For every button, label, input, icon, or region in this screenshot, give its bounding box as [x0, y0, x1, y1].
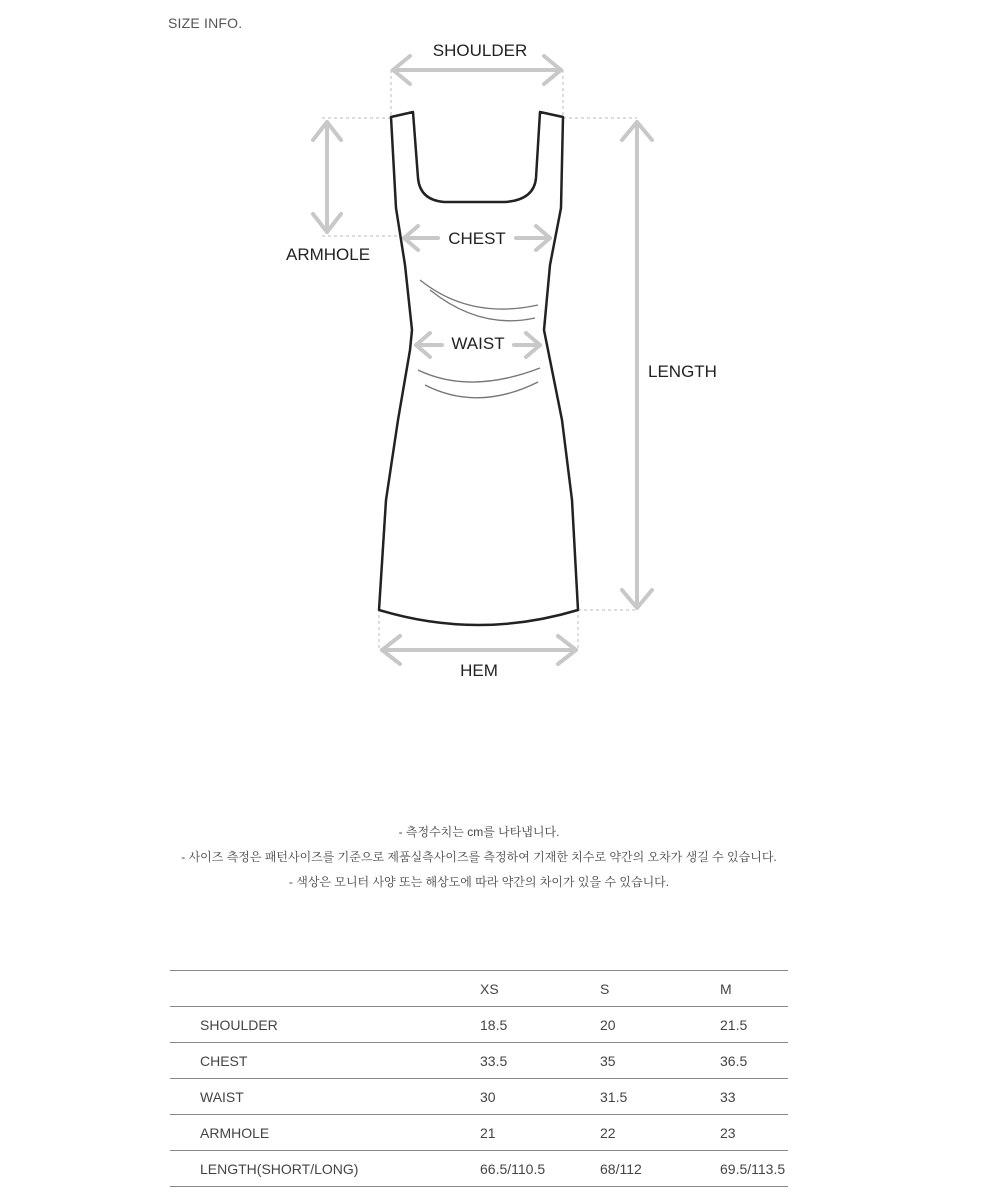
table-cell: SHOULDER	[170, 1007, 480, 1043]
table-cell: 20	[600, 1007, 720, 1043]
note-line: - 색상은 모니터 사양 또는 해상도에 따라 약간의 차이가 있을 수 있습니다.	[288, 875, 670, 889]
table-header-cell: XS	[480, 971, 600, 1007]
table-cell: 21.5	[720, 1007, 788, 1043]
table-header-row	[170, 971, 788, 1007]
label-shoulder: SHOULDER	[432, 41, 528, 60]
table-row	[170, 1043, 788, 1079]
table-cell: 33.5	[480, 1043, 600, 1079]
table-row	[170, 1007, 788, 1043]
table-cell: 31.5	[600, 1079, 720, 1115]
table-cell: 23	[720, 1115, 788, 1151]
table-header-cell	[170, 971, 480, 1007]
table-cell: ARMHOLE	[170, 1115, 480, 1151]
table-cell: 33	[720, 1079, 788, 1115]
note-line: - 사이즈 측정은 패턴사이즈를 기준으로 제품실측사이즈를 측정하여 기재한 치수로 약간의 오차가 생길 수 있습니다.	[181, 850, 777, 864]
dress-outline	[379, 112, 578, 625]
note-line: - 측정수치는 cm를 나타냅니다.	[398, 825, 560, 839]
label-length: LENGTH	[648, 362, 717, 381]
size-table	[170, 970, 788, 1187]
table-header-cell: S	[600, 971, 720, 1007]
table-cell: 21	[480, 1115, 600, 1151]
table-cell: LENGTH(SHORT/LONG)	[170, 1151, 480, 1187]
label-hem: HEM	[460, 661, 498, 680]
label-waist: WAIST	[451, 334, 505, 353]
table-cell: CHEST	[170, 1043, 480, 1079]
table-cell: 30	[480, 1079, 600, 1115]
label-chest: CHEST	[448, 229, 506, 248]
table-cell: 68/112	[600, 1151, 720, 1187]
table-cell: 22	[600, 1115, 720, 1151]
table-row	[170, 1079, 788, 1115]
table-cell: WAIST	[170, 1079, 480, 1115]
table-cell: 35	[600, 1043, 720, 1079]
table-row	[170, 1151, 788, 1187]
table-cell: 66.5/110.5	[480, 1151, 600, 1187]
size-info-title: SIZE INFO.	[168, 15, 243, 31]
table-cell: 18.5	[480, 1007, 600, 1043]
table-cell: 69.5/113.5	[720, 1151, 788, 1187]
measurement-notes	[0, 820, 958, 895]
table-cell: 36.5	[720, 1043, 788, 1079]
label-armhole: ARMHOLE	[286, 245, 371, 264]
table-row	[170, 1115, 788, 1151]
table-header-cell: M	[720, 971, 788, 1007]
